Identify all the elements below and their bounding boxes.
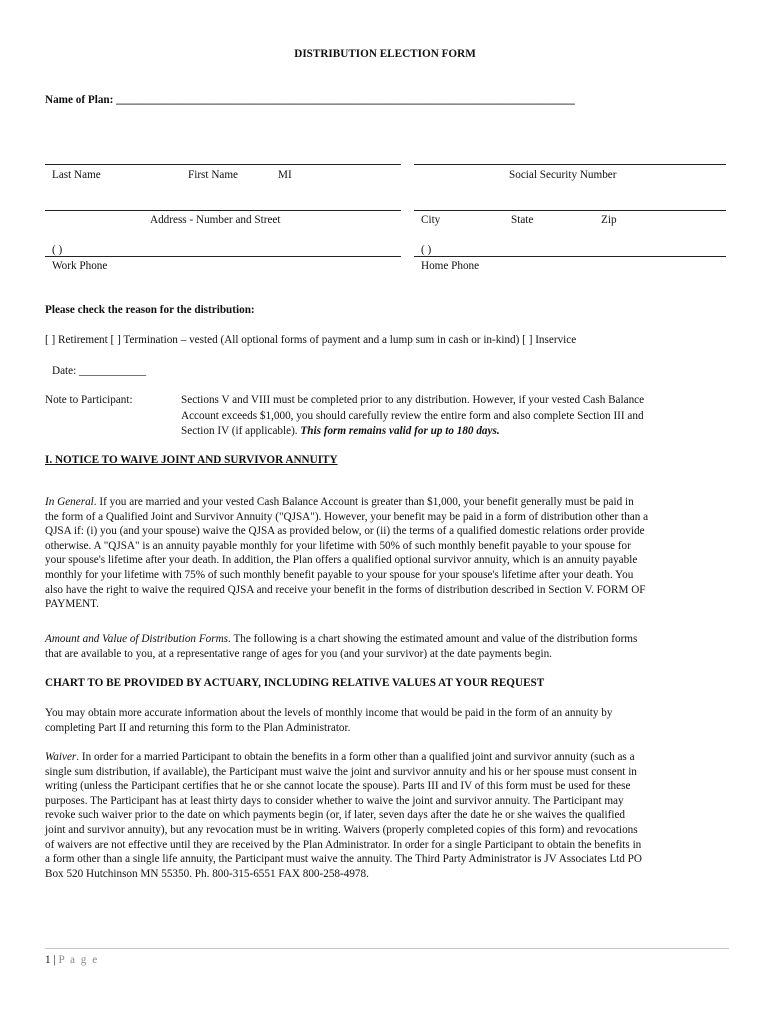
note-line: Section IV (if applicable).: [181, 425, 301, 437]
home-phone-line[interactable]: [414, 256, 726, 257]
home-phone-label: Home Phone: [421, 260, 480, 272]
work-area-code: ( ): [52, 244, 63, 256]
chart-heading: CHART TO BE PROVIDED BY ACTUARY, INCLUDING RELATIVE VALUES AT YOUR REQUEST: [45, 677, 545, 689]
first-name-label: First Name: [188, 169, 239, 181]
paragraph-line: completing Part II and returning this form to the Plan Administrator.: [45, 721, 351, 734]
paragraph-line: also have the right to waive the required QJSA and receive your benefit in the forms of distribution described in Section V. FORM OF: [45, 583, 646, 596]
waiver-paragraph: [45, 750, 729, 881]
paragraph-line: single sum distribution, if available), the Participant must waive the joint and survivor annuity and his or her spouse must consent in: [45, 765, 637, 778]
work-phone-line[interactable]: [45, 256, 401, 257]
amount-paragraph: [45, 632, 729, 661]
note-line: Account exceeds $1,000, you should carefully review the entire form and also complete Section III and: [181, 409, 644, 422]
reason-heading: Please check the reason for the distribution:: [45, 304, 255, 316]
city-state-zip-line[interactable]: [414, 210, 726, 211]
paragraph-line: monthly for your lifetime with 75% of such monthly benefit payable to your spouse for your spouse's lifetime after your death. You: [45, 568, 634, 581]
paragraph-line: Box 520 Hutchinson MN 55350. Ph. 800-315-6551 FAX 800-258-4978.: [45, 867, 369, 880]
waiver-lead: Waiver: [45, 751, 77, 763]
in-general-paragraph: [45, 495, 729, 612]
zip-label: Zip: [601, 214, 617, 226]
state-label: State: [511, 214, 534, 226]
paragraph-line: You may obtain more accurate information about the levels of monthly income that would be paid in the form of an annuity by: [45, 707, 613, 719]
plan-name-line: [45, 93, 575, 108]
paragraph-line: . If you are married and your vested Cash Balance Account is greater than $1,000, your benefit generally must be paid in: [93, 496, 634, 508]
name-line[interactable]: [45, 164, 401, 165]
paragraph-line: . In order for a married Participant to obtain the benefits in a form other than a qualified joint and survivor annuity (such as a: [76, 751, 635, 763]
validity-notice: This form remains valid for up to 180 days.: [300, 425, 500, 437]
obtain-paragraph: [45, 706, 729, 735]
paragraph-line: QJSA if: (i) you (and your spouse) waive the QJSA as provided below, or (ii) the terms of a qualified domestic relations order provide: [45, 525, 645, 538]
form-title: DISTRIBUTION ELECTION FORM: [294, 48, 476, 60]
city-label: City: [421, 214, 441, 226]
page-label: P a g e: [58, 954, 99, 966]
reason-options[interactable]: [ ] Retirement [ ] Termination – vested (All optional forms of payment and a lump sum in cash or in-kind) [ ] Inservice: [45, 334, 577, 346]
paragraph-line: purposes. The Participant has at least thirty days to consider whether to waive the joint and survivor annuity. The Participant may: [45, 794, 624, 807]
address-label: Address - Number and Street: [150, 214, 281, 226]
paragraph-line: that are available to you, at a representative range of ages for you (and your survivor) at the date payments begin.: [45, 647, 552, 660]
page-number: 1: [45, 954, 51, 966]
work-phone-label: Work Phone: [52, 260, 108, 272]
ssn-line[interactable]: [414, 164, 726, 165]
mi-label: MI: [278, 169, 292, 181]
note-line: Sections V and VIII must be completed prior to any distribution. However, if your vested Cash Balance: [181, 394, 645, 406]
paragraph-line: . The following is a chart showing the estimated amount and value of the distribution forms: [228, 633, 638, 645]
paragraph-line: your spouse's lifetime after your death. In addition, the Plan offers a qualified optional survivor annuity, which is an annuity payable: [45, 554, 638, 567]
paragraph-line: joint and survivor annuity), but any revocation must be in writing. Waivers (properly completed copies of this form) and revocations: [45, 823, 638, 836]
plan-name-blank[interactable]: __________________________________________________________________________________: [116, 94, 575, 106]
page-footer: [45, 953, 99, 968]
page-separator: |: [50, 954, 59, 966]
amount-lead: Amount and Value of Distribution Forms: [45, 633, 229, 645]
footer-divider: [45, 948, 729, 949]
paragraph-line: otherwise. A "QJSA" is an annuity payable monthly for your lifetime with 50% of such monthly benefit payable to your spouse for: [45, 539, 631, 552]
paragraph-line: the form of a Qualified Joint and Survivor Annuity ("QJSA"). However, your benefit may be paid in a form of distribution other than a: [45, 510, 649, 523]
note-text: [181, 393, 644, 440]
date-field[interactable]: Date: ____________: [52, 365, 147, 377]
address-line[interactable]: [45, 210, 401, 211]
paragraph-line: of waivers are not effective until they are received by the Plan Administrator. In order for a single Participant to obtain the benefits in: [45, 838, 642, 851]
home-area-code: ( ): [421, 244, 432, 256]
section-1-heading: I. NOTICE TO WAIVE JOINT AND SURVIVOR ANNUITY: [45, 454, 338, 466]
last-name-label: Last Name: [52, 169, 101, 181]
ssn-label: Social Security Number: [509, 169, 617, 181]
paragraph-line: revoke such waiver prior to the date on which payments begin (or, if later, seven days after the date he or she waives the qualified: [45, 809, 626, 822]
plan-name-label: Name of Plan:: [45, 94, 114, 106]
paragraph-line: writing (unless the Participant certifies that he or she cannot locate the spouse). Parts III and IV of this form must be used for these: [45, 780, 631, 793]
paragraph-line: PAYMENT.: [45, 598, 99, 611]
note-label: Note to Participant:: [45, 394, 133, 406]
in-general-lead: In General: [45, 496, 94, 508]
paragraph-line: a form other than a single life annuity, the Participant must waive the annuity. The Third Party Administrator is JV Associates Ltd PO: [45, 853, 642, 866]
